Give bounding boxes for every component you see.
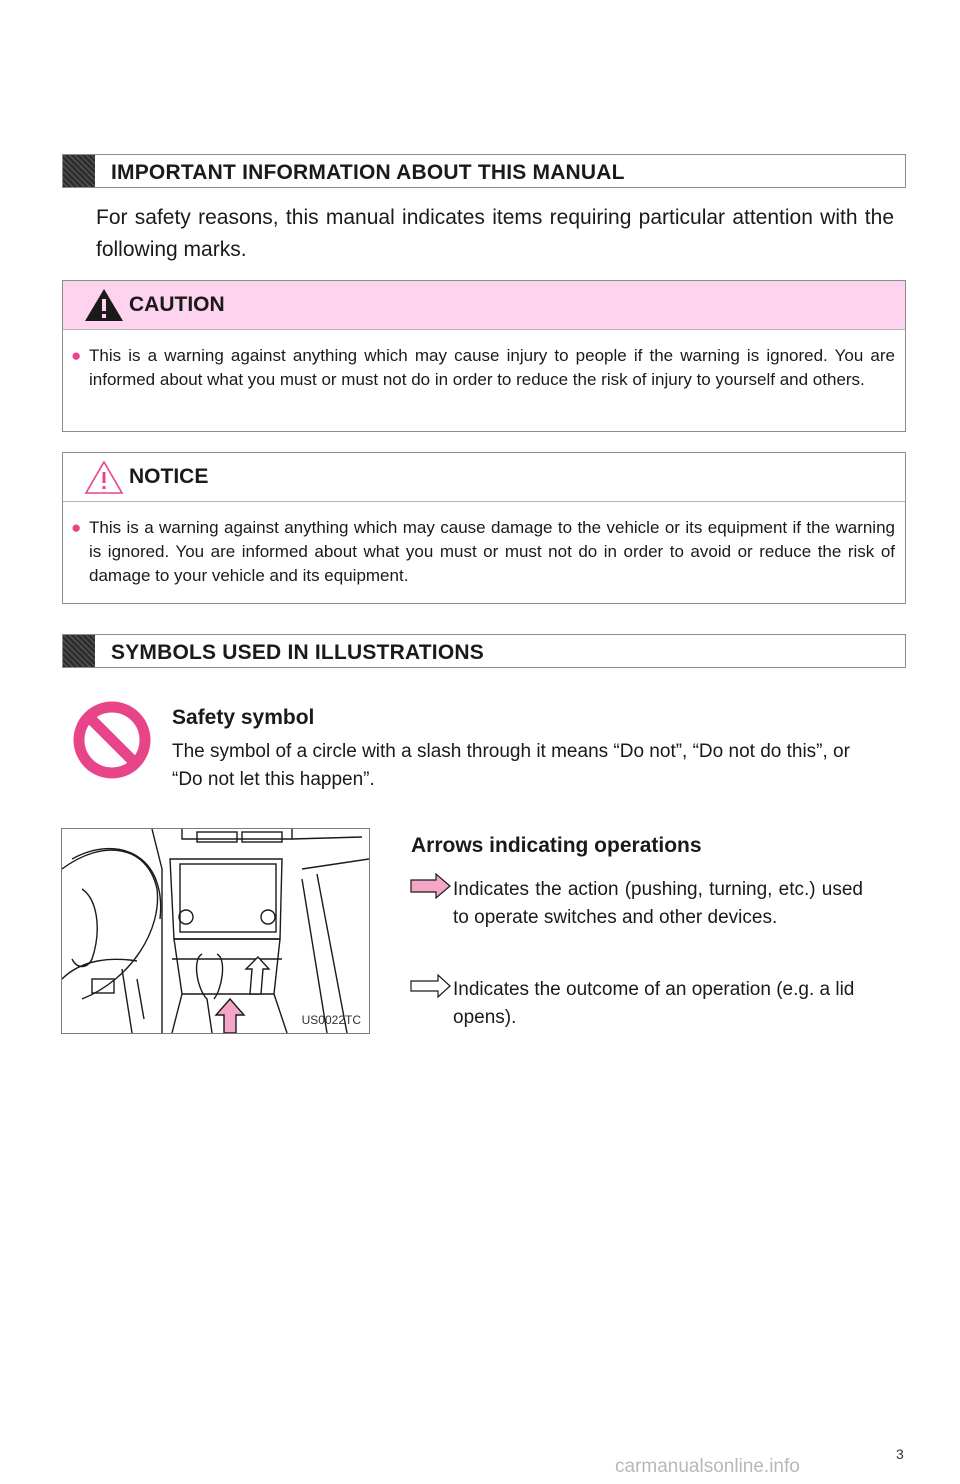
warning-triangle-icon: [83, 287, 125, 323]
caution-title: CAUTION: [129, 293, 225, 316]
notice-text: This is a warning against anything which may cause damage to the vehicle or its equipment if the warning is ignored. You are informed about what you must or must not do in order to avoid or reduce the risk of damage to your vehicle and its equipment.: [89, 518, 895, 585]
page-number: 3: [896, 1446, 904, 1462]
caution-text: This is a warning against anything which may cause injury to people if the warning is ignored. You are informed about what you must or must not do in order to reduce the risk of injury to yourself and others.: [89, 346, 895, 389]
caution-box: [62, 280, 906, 432]
outcome-arrow-text: Indicates the outcome of an operation (e.g. a lid opens).: [453, 979, 855, 1028]
prohibition-icon: [72, 700, 152, 780]
bullet-icon: ●: [71, 518, 82, 537]
safety-symbol-title: Safety symbol: [172, 706, 315, 729]
bullet-icon: ●: [71, 346, 82, 365]
illustration-code: US0022TC: [301, 1013, 361, 1027]
action-arrow-icon: [410, 872, 452, 900]
center-console-drawing: [62, 829, 369, 1033]
caution-header: [63, 281, 905, 330]
caution-body: [63, 330, 905, 402]
section-tab: [63, 155, 95, 187]
watermark-text: carmanualsonline.info: [615, 1456, 800, 1477]
section-title: IMPORTANT INFORMATION ABOUT THIS MANUAL: [111, 161, 625, 184]
dashboard-illustration: [61, 828, 370, 1034]
section-header-important: [62, 154, 906, 188]
action-arrow-text: Indicates the action (pushing, turning, etc.) used to operate switches and other devices.: [453, 879, 863, 928]
intro-paragraph: For safety reasons, this manual indicates items requiring particular attention with the following marks.: [96, 206, 894, 261]
section-header-symbols: [62, 634, 906, 668]
notice-title: NOTICE: [129, 465, 209, 488]
outcome-arrow-icon: [410, 972, 452, 1000]
arrows-title: Arrows indicating operations: [411, 834, 702, 857]
notice-body: [63, 502, 905, 598]
section-title: SYMBOLS USED IN ILLUSTRATIONS: [111, 641, 484, 664]
safety-symbol-text: The symbol of a circle with a slash through it means “Do not”, “Do not do this”, or “Do not let this happen”.: [172, 741, 850, 790]
notice-box: [62, 452, 906, 604]
notice-header: [63, 453, 905, 502]
section-tab: [63, 635, 95, 667]
notice-triangle-icon: [83, 459, 125, 495]
